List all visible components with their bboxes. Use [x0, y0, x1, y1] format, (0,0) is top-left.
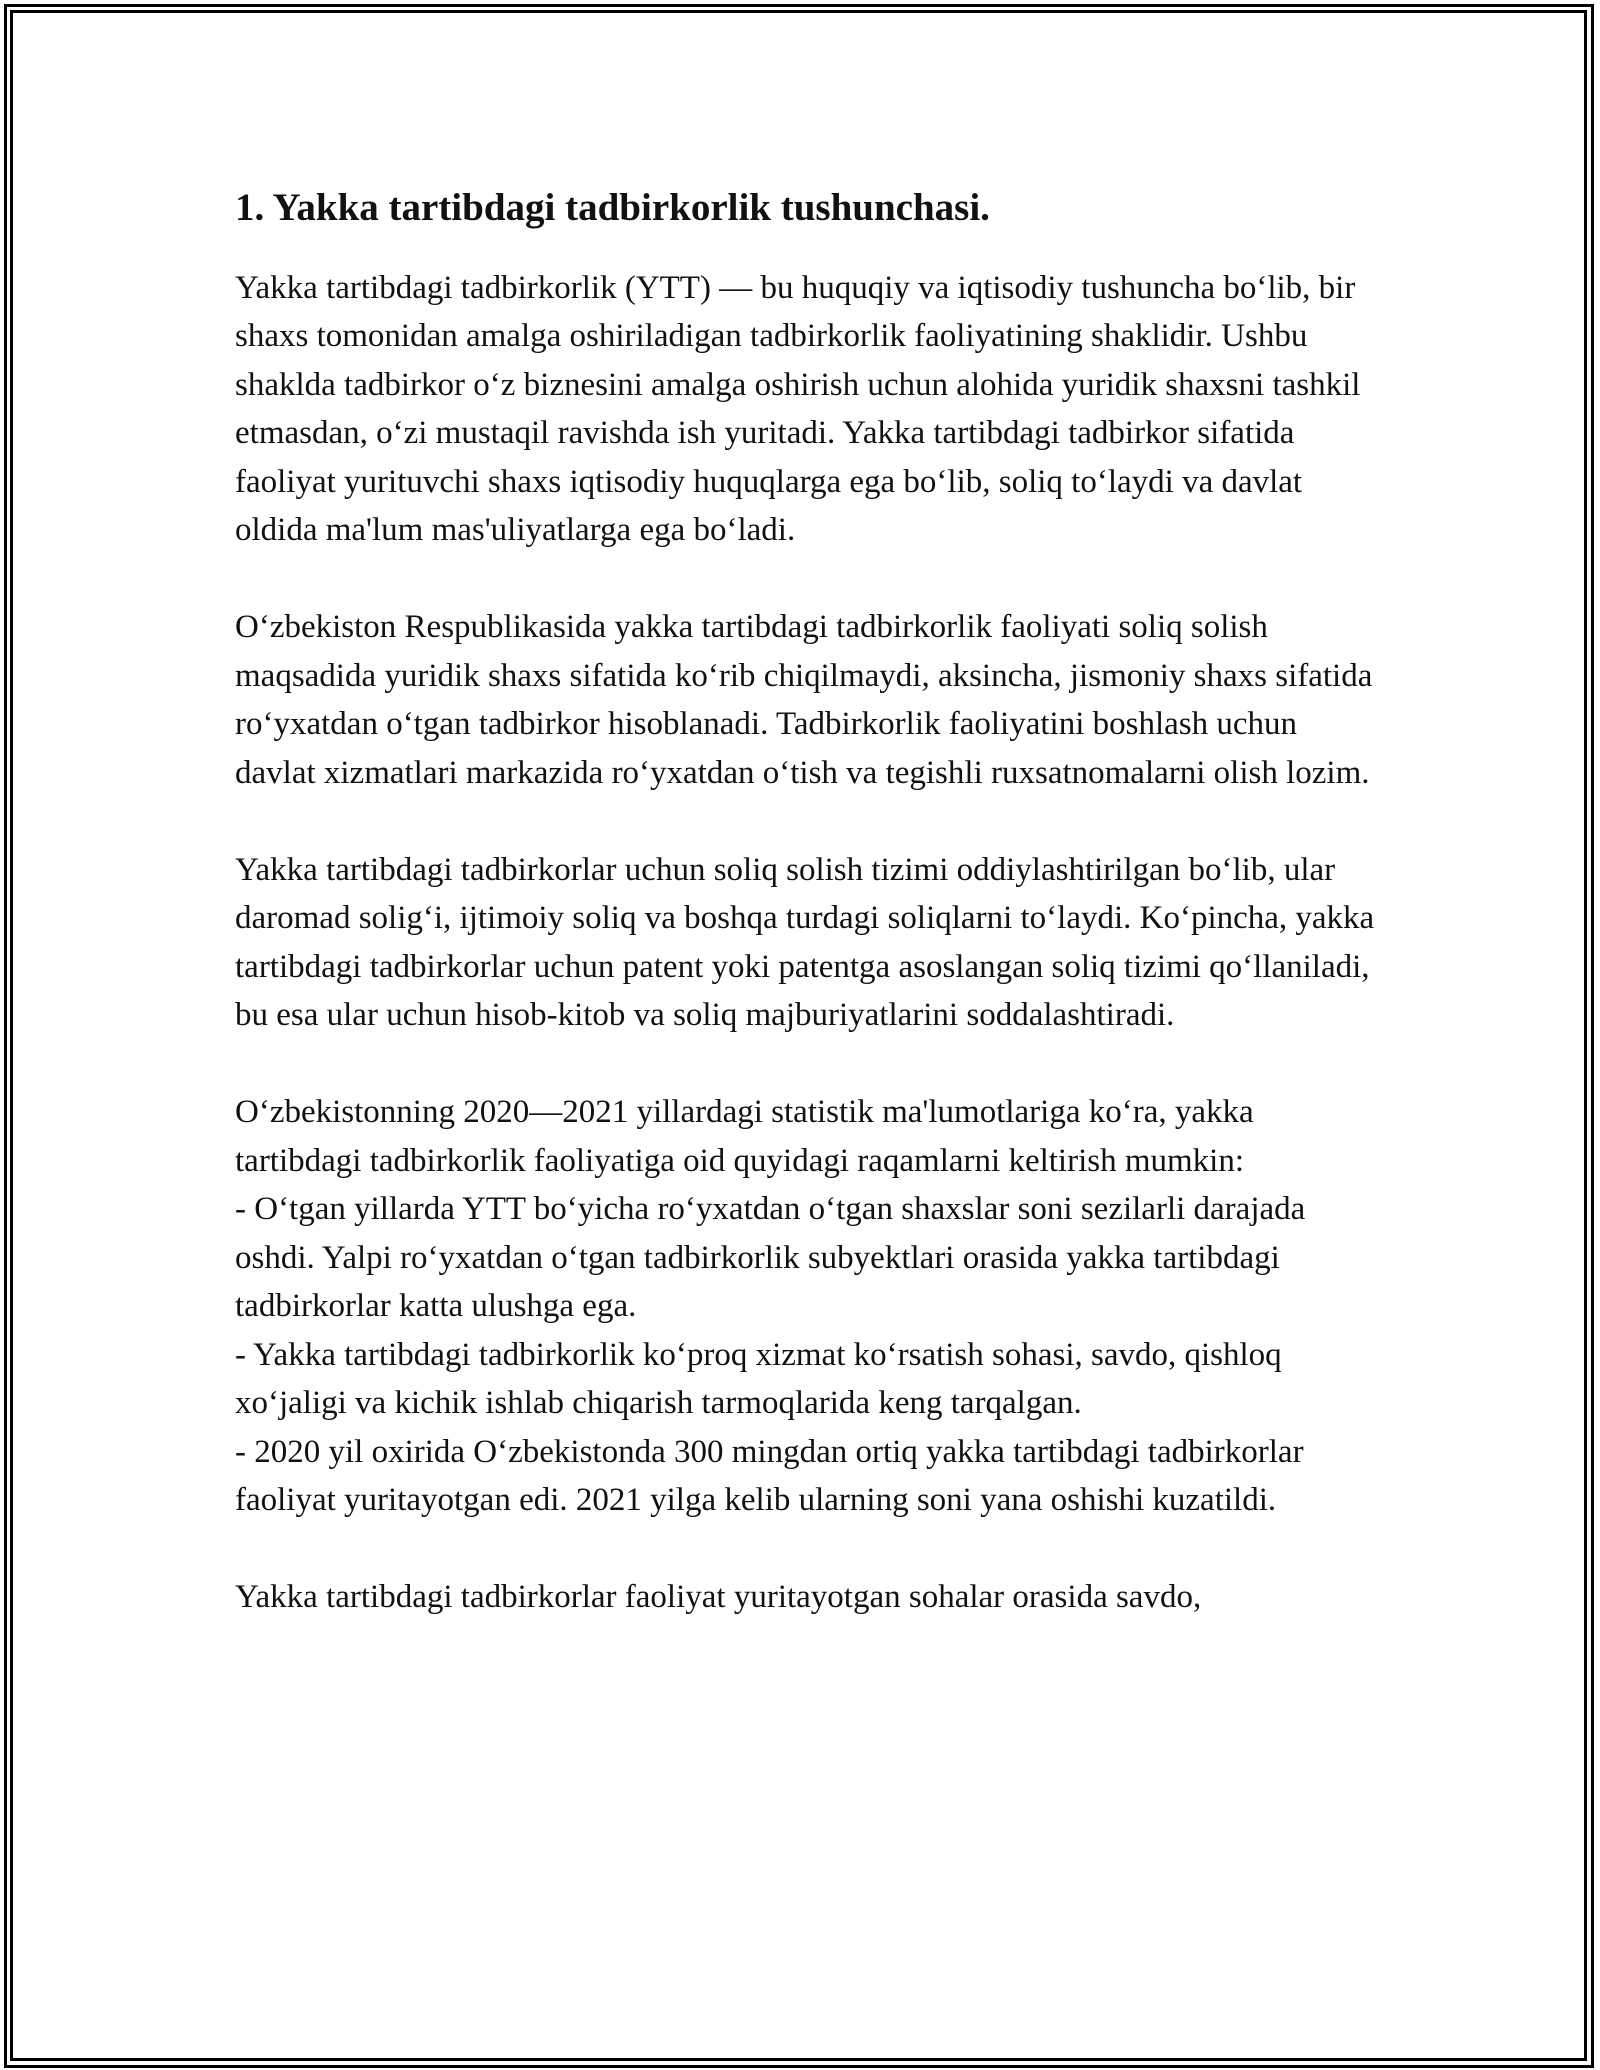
paragraph-registration: O‘zbekiston Respublikasida yakka tartibdagi tadbirkorlik faoliyati soliq solish maqsadida yuridik shaxs sifatida ko‘rib chiqilmaydi, aksincha, jismoniy shaxs sifatida ro‘yxatdan o‘tgan tadbirkor hisoblanadi. Tadbirkorlik faoliyatini boshlash uchun davlat xizmatlari markazida ro‘yxatdan o‘tish va tegishli ruxsatnomalarni olish lozim.	[235, 609, 1373, 791]
paragraph-definition: Yakka tartibdagi tadbirkorlik (YTT) — bu huquqiy va iqtisodiy tushuncha bo‘lib, bir shaxs tomonidan amalga oshiriladigan tadbirkorlik faoliyatining shaklidir. Ushbu shaklda tadbirkor o‘z biznesini amalga oshirish uchun alohida yuridik shaxsni tashkil etmasdan, o‘zi mustaqil ravishda ish yuritadi. Yakka tartibdagi tadbirkor sifatida faoliyat yurituvchi shaxs iqtisodiy huquqlarga ega bo‘lib, soliq to‘laydi va davlat oldida ma'lum mas'uliyatlarga ega bo‘ladi.	[235, 269, 1361, 549]
paragraph-taxation: Yakka tartibdagi tadbirkorlar uchun soliq solish tizimi oddiylashtirilgan bo‘lib, ular daromad solig‘i, ijtimoiy soliq va boshqa turdagi soliqlarni to‘laydi. Ko‘pincha, yakka tartibdagi tadbirkorlar uchun patent yoki patentga asoslangan soliq tizimi qo‘llaniladi, bu esa ular uchun hisob-kitob va soliq majburiyatlarini soddalashtiradi.	[235, 851, 1375, 1034]
section-title: 1. Yakka tartibdagi tadbirkorlik tushunchasi.	[235, 186, 990, 229]
paragraph-sectors: Yakka tartibdagi tadbirkorlar faoliyat yuritayotgan sohalar orasida savdo,	[235, 1579, 1202, 1616]
document-body	[235, 185, 1380, 1622]
paragraph-statistics: O‘zbekistonning 2020—2021 yillardagi statistik ma'lumotlariga ko‘ra, yakka tartibdagi tadbirkorlik faoliyatiga oid quyidagi raqamlarni keltirish mumkin: - O‘tgan yillarda YTT bo‘yicha ro‘yxatdan o‘tgan shaxslar soni sezilarli darajada oshdi. Yalpi ro‘yxatdan o‘tgan tadbirkorlik subyektlari orasida yakka tartibdagi tadbirkorlar katta ulushga ega. - Yakka tartibdagi tadbirkorlik ko‘proq xizmat ko‘rsatish sohasi, savdo, qishloq xo‘jaligi va kichik ishlab chiqarish tarmoqlarida keng tarqalgan. - 2020 yil oxirida O‘zbekistonda 300 mingdan ortiq yakka tartibdagi tadbirkorlar faoliyat yuritayotgan edi. 2021 yilga kelib ularning soni yana oshishi kuzatildi.	[235, 1094, 1306, 1519]
